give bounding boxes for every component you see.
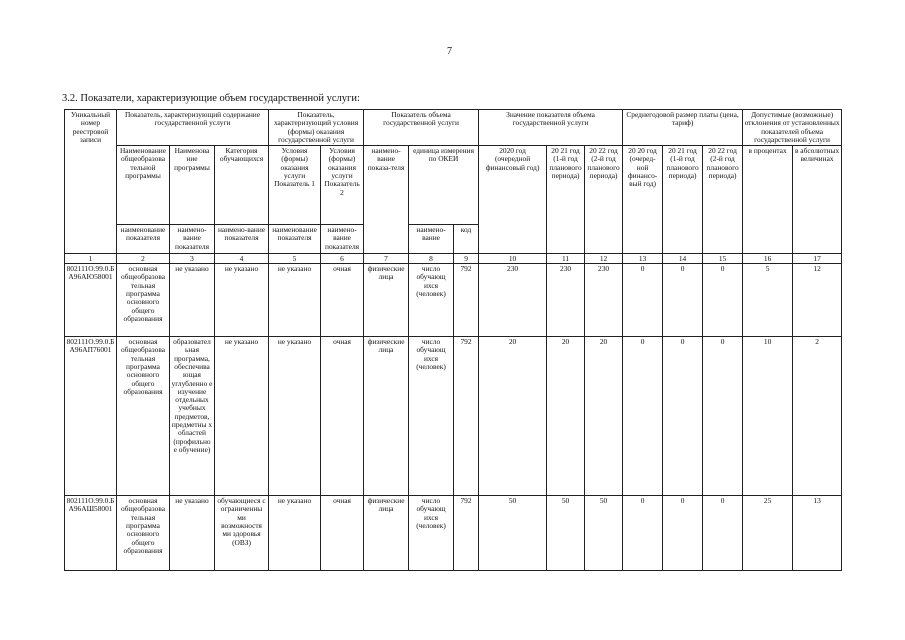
- percent-cell: 5: [743, 264, 793, 337]
- fee-2022-note: (2-й год планового периода): [706, 154, 739, 180]
- year-2021-subheader: [547, 146, 585, 254]
- category-cell: не указано: [215, 337, 269, 496]
- fee-2021-cell: 0: [663, 496, 703, 571]
- column-number-row: [65, 254, 842, 264]
- name-label-cell: наимено-вание показателя: [170, 225, 215, 254]
- unit-code-subheader: код: [454, 225, 479, 254]
- column-number: 6: [321, 254, 364, 264]
- column-number: 10: [479, 254, 547, 264]
- column-number: 1: [65, 254, 117, 264]
- name-label-cell: наимено-вание показателя: [321, 225, 364, 254]
- absolute-cell: 2: [793, 337, 842, 496]
- column-number: 11: [547, 254, 585, 264]
- indicator-cell: физические лица: [364, 264, 409, 337]
- program-subheader: Наименование общеобразова тельной программы: [117, 146, 170, 225]
- okei-code-cell: 792: [454, 264, 479, 337]
- condition2-subheader: Условия (формы) оказания услуги Показатель 2: [321, 146, 364, 225]
- fee-2022-cell: 0: [703, 264, 743, 337]
- column-number: 15: [703, 254, 743, 264]
- fee-2022-cell: 0: [703, 337, 743, 496]
- fee-2020-cell: 0: [623, 264, 663, 337]
- condition2-cell: очная: [321, 337, 364, 496]
- name-label-cell: наименование показателя: [269, 225, 321, 254]
- fee-2020-subheader: [623, 146, 663, 254]
- year-2021-label: 20 21 год: [551, 146, 580, 156]
- absolute-cell: 12: [793, 264, 842, 337]
- year-2020-label: 2020 год: [499, 146, 526, 156]
- percent-subheader: в процентах: [743, 146, 793, 254]
- unit-subheader: единица измерения по ОКЕИ: [409, 146, 479, 225]
- program-name-cell: не указано: [170, 496, 215, 571]
- value-2020-cell: 50: [479, 496, 547, 571]
- avg-fee-header: Среднегодовой размер платы (цена, тариф): [623, 110, 743, 146]
- fee-2022-subheader: [703, 146, 743, 254]
- year-2022-note: (2-й год планового периода): [587, 154, 620, 180]
- percent-cell: 25: [743, 496, 793, 571]
- value-2020-cell: 230: [479, 264, 547, 337]
- table-row: [65, 496, 842, 571]
- column-number: 16: [743, 254, 793, 264]
- year-2020-note: (очередной финансовый год): [485, 154, 540, 172]
- okei-code-cell: 792: [454, 496, 479, 571]
- value-2022-cell: 20: [585, 337, 623, 496]
- content-indicator-header: Показатель, характеризующий содержание государственной услуги: [117, 110, 269, 146]
- column-number: 4: [215, 254, 269, 264]
- column-number: 12: [585, 254, 623, 264]
- condition-indicator-header: Показатель, характеризующий условия (формы) оказания государственной услуги: [269, 110, 364, 146]
- value-2022-cell: 50: [585, 496, 623, 571]
- condition2-cell: очная: [321, 496, 364, 571]
- unit-cell: число обучающ ихся (человек): [409, 496, 454, 571]
- column-number: 2: [117, 254, 170, 264]
- okei-code-cell: 792: [454, 337, 479, 496]
- column-number: 3: [170, 254, 215, 264]
- header-row: [65, 110, 842, 146]
- page-number: 7: [447, 46, 452, 57]
- value-2021-cell: 230: [547, 264, 585, 337]
- absolute-cell: 13: [793, 496, 842, 571]
- value-2021-cell: 20: [547, 337, 585, 496]
- fee-2020-cell: 0: [623, 337, 663, 496]
- condition1-cell: не указано: [269, 264, 321, 337]
- fee-2021-label: 20 21 год: [668, 146, 697, 156]
- table-row: [65, 337, 842, 496]
- unit-name-subheader: наимено-вание: [409, 225, 454, 254]
- column-number: 13: [623, 254, 663, 264]
- fee-2021-cell: 0: [663, 337, 703, 496]
- unit-cell: число обучающ ихся (человек): [409, 337, 454, 496]
- program-cell: основная общеобразова тельная программа основного общего образования: [117, 496, 170, 571]
- fee-2022-label: 20 22 год: [708, 146, 737, 156]
- value-2022-cell: 230: [585, 264, 623, 337]
- condition1-cell: не указано: [269, 496, 321, 571]
- registry-code: 802111О.99.0.БА96АП76001: [65, 337, 117, 496]
- fee-2020-label: 20 20 год: [628, 146, 657, 156]
- volume-value-header: Значение показателя объема государственной услуги: [479, 110, 623, 146]
- condition2-cell: очная: [321, 264, 364, 337]
- column-number: 5: [269, 254, 321, 264]
- condition1-cell: не указано: [269, 337, 321, 496]
- column-number: 8: [409, 254, 454, 264]
- year-2022-label: 20 22 год: [589, 146, 618, 156]
- volume-indicators-table: [64, 109, 842, 571]
- year-2022-subheader: [585, 146, 623, 254]
- volume-name-subheader: наимено-вание показа-теля: [364, 146, 409, 254]
- year-2021-note: (1-й год планового периода): [549, 154, 582, 180]
- absolute-subheader: в абсолютных величинах: [793, 146, 842, 254]
- header-row: [65, 146, 842, 225]
- column-number: 17: [793, 254, 842, 264]
- program-name-subheader: Наименова ние программы: [170, 146, 215, 225]
- column-number: 9: [454, 254, 479, 264]
- value-2021-cell: 50: [547, 496, 585, 571]
- percent-cell: 10: [743, 337, 793, 496]
- unit-cell: число обучающ ихся (человек): [409, 264, 454, 337]
- unique-number-header: Уникальный номер реестровой записи: [65, 110, 117, 254]
- indicator-cell: физические лица: [364, 496, 409, 571]
- indicator-cell: физические лица: [364, 337, 409, 496]
- category-cell: не указано: [215, 264, 269, 337]
- fee-2022-cell: 0: [703, 496, 743, 571]
- fee-2021-cell: 0: [663, 264, 703, 337]
- fee-2021-note: (1-й год планового периода): [666, 154, 699, 180]
- column-number: 7: [364, 254, 409, 264]
- column-number: 14: [663, 254, 703, 264]
- category-subheader: Категория обучающихся: [215, 146, 269, 225]
- name-label-cell: наимено-вание показателя: [215, 225, 269, 254]
- condition1-subheader: Условия (формы) оказания услуги Показатель 1: [269, 146, 321, 225]
- deviation-header: Допустимые (возможные) отклонения от установленных показателей объема государственной услуги: [744, 110, 840, 144]
- fee-2021-subheader: [663, 146, 703, 254]
- volume-indicator-header: Показатель объема государственной услуги: [364, 110, 479, 146]
- fee-2020-cell: 0: [623, 496, 663, 571]
- category-cell: обучающиеся с ограниченны ми возможностя ми здоровья (ОВЗ): [215, 496, 269, 571]
- program-name-cell: не указано: [170, 264, 215, 337]
- program-cell: основная общеобразова тельная программа основного общего образования: [117, 264, 170, 337]
- program-name-cell: образовател ьная программа, обеспечива ющая углубленно е изучение отдельных учебных предметов, предметны х областей (профильно е обучение): [170, 337, 215, 496]
- year-2020-subheader: [479, 146, 547, 254]
- fee-2020-note: (очеред-ной финансо-вый год): [627, 154, 658, 189]
- program-cell: основная общеобразова тельная программа основного общего образования: [117, 337, 170, 496]
- registry-code: 802111О.99.0.БА96АШ58001: [65, 496, 117, 571]
- value-2020-cell: 20: [479, 337, 547, 496]
- name-label-cell: наименование показателя: [117, 225, 170, 254]
- section-heading: 3.2. Показатели, характеризующие объем государственной услуги:: [62, 93, 360, 104]
- table-row: [65, 264, 842, 337]
- registry-code: 802111О.99.0.БА96АЮ58001: [65, 264, 117, 337]
